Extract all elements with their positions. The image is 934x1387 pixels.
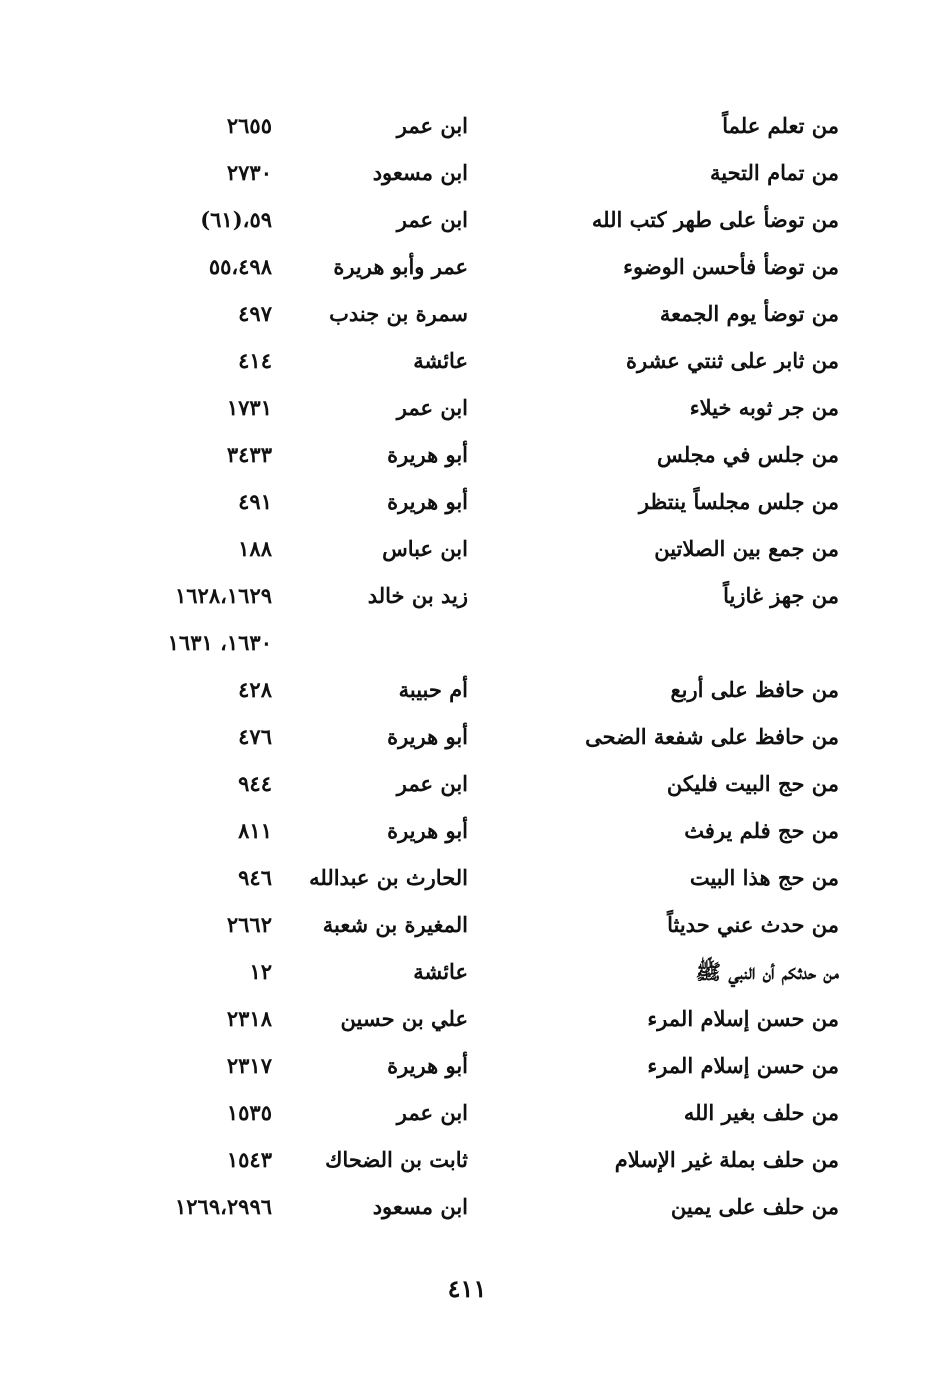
index-row	[0, 950, 934, 997]
narrator: أبو هريرة	[387, 489, 468, 514]
hadith-opening: من توضأ يوم الجمعة	[659, 301, 839, 326]
narrator: ابن عمر	[396, 113, 468, 138]
hadith-opening: من تمام التحية	[710, 160, 839, 185]
hadith-opening: من جهز غازياً	[723, 583, 839, 608]
hadith-numbers: ٥٩،(٦١)	[200, 207, 272, 232]
narrator: الحارث بن عبدالله	[309, 865, 468, 890]
index-row	[0, 527, 934, 574]
narrator: سمرة بن جندب	[329, 301, 468, 326]
hadith-numbers: ١٢٦٩،٢٩٩٦	[174, 1194, 272, 1219]
narrator: ثابت بن الضحاك	[325, 1147, 468, 1172]
narrator: ابن عمر	[396, 771, 468, 796]
index-row	[0, 433, 934, 480]
hadith-numbers: ١٢	[249, 959, 272, 984]
hadith-numbers: ٩٤٤	[238, 771, 272, 796]
index-row	[0, 292, 934, 339]
hadith-opening: من تعلم علماً	[722, 113, 839, 138]
narrator: ابن عباس	[382, 536, 468, 561]
hadith-opening: من جمع بين الصلاتين	[654, 536, 839, 561]
hadith-opening: من حدث عني حديثاً	[667, 912, 839, 937]
hadith-numbers: ١٦٣٠، ١٦٣١	[167, 630, 272, 655]
hadith-numbers: ٢٦٥٥	[226, 113, 272, 138]
hadith-numbers: ٩٤٦	[238, 865, 272, 890]
narrator: ابن عمر	[396, 395, 468, 420]
hadith-opening: من حدثكم أن النبي ﷺ	[695, 959, 839, 984]
hadith-opening: من حلف بملة غير الإسلام	[614, 1147, 839, 1172]
narrator: زيد بن خالد	[367, 583, 468, 608]
hadith-numbers: ٤٧٦	[238, 724, 272, 749]
hadith-opening: من حافظ على شفعة الضحى	[585, 724, 839, 749]
index-row	[0, 574, 934, 621]
hadith-opening: من حافظ على أربع	[670, 677, 839, 702]
hadith-opening: من حسن إسلام المرء	[647, 1053, 839, 1078]
index-row	[0, 762, 934, 809]
index-row	[0, 104, 934, 151]
hadith-numbers: ٨١١	[238, 818, 272, 843]
index-row	[0, 1044, 934, 1091]
hadith-numbers: ١٦٢٨،١٦٢٩	[174, 583, 272, 608]
index-row	[0, 668, 934, 715]
narrator: ابن مسعود	[372, 1194, 468, 1219]
hadith-opening: من حج هذا البيت	[689, 865, 839, 890]
hadith-numbers: ٢٧٣٠	[226, 160, 272, 185]
hadith-opening: من حسن إسلام المرء	[647, 1006, 839, 1031]
hadith-opening: من جلس في مجلس	[657, 442, 839, 467]
hadith-opening: من توضأ على طهر كتب الله	[591, 207, 839, 232]
hadith-numbers: ٢٣١٧	[226, 1053, 272, 1078]
hadith-numbers: ٢٦٦٢	[226, 912, 272, 937]
hadith-numbers: ٤٢٨	[238, 677, 272, 702]
hadith-numbers: ٤١٤	[238, 348, 272, 373]
hadith-opening: من حلف على يمين	[670, 1194, 839, 1219]
narrator: أبو هريرة	[387, 724, 468, 749]
hadith-opening: من ثابر على ثنتي عشرة	[625, 348, 839, 373]
narrator: أبو هريرة	[387, 818, 468, 843]
index-row	[0, 386, 934, 433]
page-number: ٤١١	[447, 1274, 487, 1303]
index-row	[0, 1138, 934, 1185]
index-row	[0, 480, 934, 527]
index-row	[0, 1185, 934, 1232]
index-row	[0, 903, 934, 950]
narrator: ابن عمر	[396, 207, 468, 232]
index-row	[0, 198, 934, 245]
narrator: عمر وأبو هريرة	[333, 254, 468, 279]
narrator: أم حبيبة	[398, 677, 468, 702]
narrator: علي بن حسين	[340, 1006, 468, 1031]
hadith-index-list	[0, 104, 934, 1232]
hadith-numbers: ٣٤٣٣	[226, 442, 272, 467]
hadith-opening: من جلس مجلساً ينتظر	[638, 489, 839, 514]
index-row	[0, 245, 934, 292]
narrator: ابن عمر	[396, 1100, 468, 1125]
hadith-opening: من حج البيت فليكن	[666, 771, 839, 796]
index-row	[0, 715, 934, 762]
index-row	[0, 1091, 934, 1138]
index-row	[0, 997, 934, 1044]
index-row	[0, 151, 934, 198]
hadith-opening: من حلف بغير الله	[683, 1100, 839, 1125]
index-row	[0, 856, 934, 903]
hadith-numbers: ٤٩١	[238, 489, 272, 514]
narrator: أبو هريرة	[387, 442, 468, 467]
narrator: أبو هريرة	[387, 1053, 468, 1078]
narrator: عائشة	[413, 348, 468, 373]
hadith-opening: من جر ثوبه خيلاء	[689, 395, 839, 420]
hadith-numbers: ١٥٣٥	[226, 1100, 272, 1125]
narrator: المغيرة بن شعبة	[322, 912, 468, 937]
index-row	[0, 621, 934, 668]
hadith-numbers: ٤٩٧	[238, 301, 272, 326]
hadith-numbers: ٥٥،٤٩٨	[208, 254, 272, 279]
hadith-numbers: ١٥٤٣	[226, 1147, 272, 1172]
narrator: ابن مسعود	[372, 160, 468, 185]
hadith-opening: من حج فلم يرفث	[684, 818, 839, 843]
hadith-numbers: ٢٣١٨	[226, 1006, 272, 1031]
index-row	[0, 809, 934, 856]
hadith-numbers: ١٨٨	[238, 536, 272, 561]
narrator: عائشة	[413, 959, 468, 984]
hadith-opening: من توضأ فأحسن الوضوء	[623, 254, 839, 279]
index-row	[0, 339, 934, 386]
hadith-numbers: ١٧٣١	[226, 395, 272, 420]
